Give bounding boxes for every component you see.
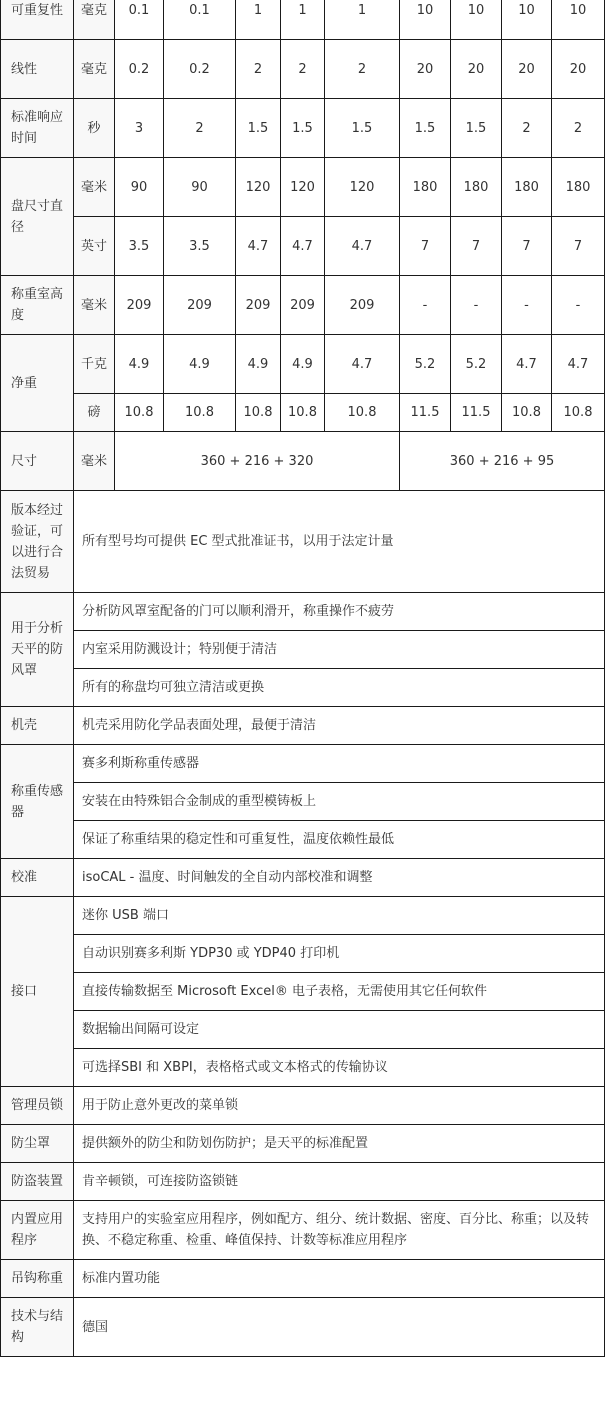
value-cell: 2 (325, 40, 400, 99)
row-label: 内置应用程序 (1, 1201, 74, 1260)
unit-cell: 毫克 (74, 0, 115, 40)
value-cell: 4.7 (502, 335, 552, 394)
value-cell: - (451, 276, 502, 335)
value-cell: 10.8 (115, 394, 164, 432)
feature-cell: 可选择SBI 和 XBPI，表格格式或文本格式的传输协议 (74, 1049, 605, 1087)
unit-cell: 毫米 (74, 432, 115, 491)
value-cell: 10 (400, 0, 451, 40)
table-row (1, 745, 605, 783)
value-cell: 3.5 (115, 217, 164, 276)
value-cell: 209 (115, 276, 164, 335)
value-cell: 10.8 (281, 394, 325, 432)
feature-cell: 支持用户的实验室应用程序，例如配方、组分、统计数据、密度、百分比、称重；以及转换、不稳定称重、检重、峰值保持、计数等标准应用程序 (74, 1201, 605, 1260)
feature-cell: 德国 (74, 1298, 605, 1357)
table-row (1, 1260, 605, 1298)
table-row (1, 973, 605, 1011)
value-cell: 7 (451, 217, 502, 276)
spec-table-body (1, 0, 605, 1357)
value-cell: 4.7 (236, 217, 281, 276)
row-label: 校准 (1, 859, 74, 897)
value-cell: 120 (236, 158, 281, 217)
unit-cell: 秒 (74, 99, 115, 158)
feature-cell: 肯辛顿锁，可连接防盗锁链 (74, 1163, 605, 1201)
table-row (1, 707, 605, 745)
value-cell: - (502, 276, 552, 335)
value-cell: 209 (325, 276, 400, 335)
table-row (1, 897, 605, 935)
feature-cell: 内室采用防溅设计；特别便于清洁 (74, 631, 605, 669)
value-cell: 11.5 (451, 394, 502, 432)
table-row (1, 1125, 605, 1163)
value-cell: 1 (281, 0, 325, 40)
feature-cell: 所有型号均可提供 EC 型式批准证书，以用于法定计量 (74, 491, 605, 593)
table-row (1, 335, 605, 394)
value-cell: 20 (451, 40, 502, 99)
value-cell: 2 (236, 40, 281, 99)
value-cell: 3 (115, 99, 164, 158)
value-cell: 3.5 (164, 217, 236, 276)
value-cell: 11.5 (400, 394, 451, 432)
unit-cell: 毫克 (74, 40, 115, 99)
feature-cell: 机壳采用防化学品表面处理，最便于清洁 (74, 707, 605, 745)
value-cell: 2 (552, 99, 605, 158)
value-cell: 90 (115, 158, 164, 217)
value-cell: 209 (164, 276, 236, 335)
feature-cell: 所有的称盘均可独立清洁或更换 (74, 669, 605, 707)
value-cell: 1 (325, 0, 400, 40)
value-cell: 1.5 (281, 99, 325, 158)
value-cell: 4.9 (236, 335, 281, 394)
value-cell: 90 (164, 158, 236, 217)
table-row (1, 1049, 605, 1087)
value-cell: 10 (502, 0, 552, 40)
table-row (1, 859, 605, 897)
value-cell: 10.8 (325, 394, 400, 432)
value-cell: 209 (281, 276, 325, 335)
value-cell: 10.8 (236, 394, 281, 432)
value-cell: 0.2 (164, 40, 236, 99)
feature-cell: 直接传输数据至 Microsoft Excel® 电子表格，无需使用其它任何软件 (74, 973, 605, 1011)
value-cell: 7 (400, 217, 451, 276)
value-cell: 10 (552, 0, 605, 40)
table-row (1, 1163, 605, 1201)
value-cell: 5.2 (400, 335, 451, 394)
row-label: 尺寸 (1, 432, 74, 491)
row-label: 版本经过验证，可以进行合法贸易 (1, 491, 74, 593)
value-cell: 4.9 (281, 335, 325, 394)
value-cell: 10.8 (502, 394, 552, 432)
value-cell: 2 (502, 99, 552, 158)
table-row (1, 631, 605, 669)
feature-cell: 用于防止意外更改的菜单锁 (74, 1087, 605, 1125)
table-row (1, 394, 605, 432)
value-cell: 4.7 (325, 335, 400, 394)
table-row (1, 1298, 605, 1357)
value-cell: 1.5 (400, 99, 451, 158)
table-row (1, 432, 605, 491)
value-cell: 4.7 (281, 217, 325, 276)
row-label: 防尘罩 (1, 1125, 74, 1163)
feature-cell: 安装在由特殊铝合金制成的重型模铸板上 (74, 783, 605, 821)
value-cell: 180 (400, 158, 451, 217)
value-cell: 0.1 (164, 0, 236, 40)
row-label: 技术与结构 (1, 1298, 74, 1357)
value-cell: 4.9 (164, 335, 236, 394)
row-label: 称重室高度 (1, 276, 74, 335)
value-cell: 180 (451, 158, 502, 217)
feature-cell: 分析防风罩室配备的门可以顺利滑开，称重操作不疲劳 (74, 593, 605, 631)
value-cell: 4.7 (325, 217, 400, 276)
table-row (1, 1201, 605, 1260)
value-cell: 0.1 (115, 0, 164, 40)
value-cell: 1.5 (325, 99, 400, 158)
table-row (1, 783, 605, 821)
unit-cell: 英寸 (74, 217, 115, 276)
value-cell: 20 (400, 40, 451, 99)
value-cell: 5.2 (451, 335, 502, 394)
value-cell: 7 (502, 217, 552, 276)
row-label: 可重复性 (1, 0, 74, 40)
value-cell: 20 (502, 40, 552, 99)
value-cell: - (400, 276, 451, 335)
value-cell: 10.8 (164, 394, 236, 432)
value-cell: 180 (552, 158, 605, 217)
value-cell: 180 (502, 158, 552, 217)
value-cell: 1.5 (236, 99, 281, 158)
value-cell: 120 (281, 158, 325, 217)
table-row (1, 593, 605, 631)
value-cell: 4.9 (115, 335, 164, 394)
table-row (1, 821, 605, 859)
feature-cell: 标准内置功能 (74, 1260, 605, 1298)
row-label: 管理员锁 (1, 1087, 74, 1125)
row-label: 线性 (1, 40, 74, 99)
value-cell: 4.7 (552, 335, 605, 394)
value-cell: 10.8 (552, 394, 605, 432)
row-label: 标准响应时间 (1, 99, 74, 158)
value-cell: 7 (552, 217, 605, 276)
feature-cell: 保证了称重结果的稳定性和可重复性，温度依赖性最低 (74, 821, 605, 859)
table-row (1, 40, 605, 99)
unit-cell: 毫米 (74, 158, 115, 217)
value-cell: 2 (281, 40, 325, 99)
dimension-value-cell: 360 + 216 + 320 (115, 432, 400, 491)
table-row (1, 158, 605, 217)
value-cell: 0.2 (115, 40, 164, 99)
value-cell: 1.5 (451, 99, 502, 158)
feature-cell: isoCAL - 温度、时间触发的全自动内部校准和调整 (74, 859, 605, 897)
value-cell: 20 (552, 40, 605, 99)
table-row (1, 1087, 605, 1125)
feature-cell: 自动识别赛多利斯 YDP30 或 YDP40 打印机 (74, 935, 605, 973)
feature-cell: 赛多利斯称重传感器 (74, 745, 605, 783)
unit-cell: 毫米 (74, 276, 115, 335)
value-cell: 10 (451, 0, 502, 40)
row-label: 用于分析天平的防风罩 (1, 593, 74, 707)
dimension-value-cell: 360 + 216 + 95 (400, 432, 605, 491)
table-row (1, 99, 605, 158)
value-cell: 2 (164, 99, 236, 158)
row-label: 称重传感器 (1, 745, 74, 859)
row-label: 盘尺寸直径 (1, 158, 74, 276)
unit-cell: 磅 (74, 394, 115, 432)
row-label: 防盗装置 (1, 1163, 74, 1201)
value-cell: - (552, 276, 605, 335)
row-label: 机壳 (1, 707, 74, 745)
row-label: 净重 (1, 335, 74, 432)
value-cell: 1 (236, 0, 281, 40)
value-cell: 120 (325, 158, 400, 217)
row-label: 吊钩称重 (1, 1260, 74, 1298)
feature-cell: 迷你 USB 端口 (74, 897, 605, 935)
table-row (1, 217, 605, 276)
value-cell: 209 (236, 276, 281, 335)
unit-cell: 千克 (74, 335, 115, 394)
feature-cell: 数据输出间隔可设定 (74, 1011, 605, 1049)
table-row (1, 0, 605, 40)
row-label: 接口 (1, 897, 74, 1087)
table-row (1, 491, 605, 593)
table-row (1, 1011, 605, 1049)
table-row (1, 669, 605, 707)
table-row (1, 935, 605, 973)
table-row (1, 276, 605, 335)
feature-cell: 提供额外的防尘和防划伤防护；是天平的标准配置 (74, 1125, 605, 1163)
